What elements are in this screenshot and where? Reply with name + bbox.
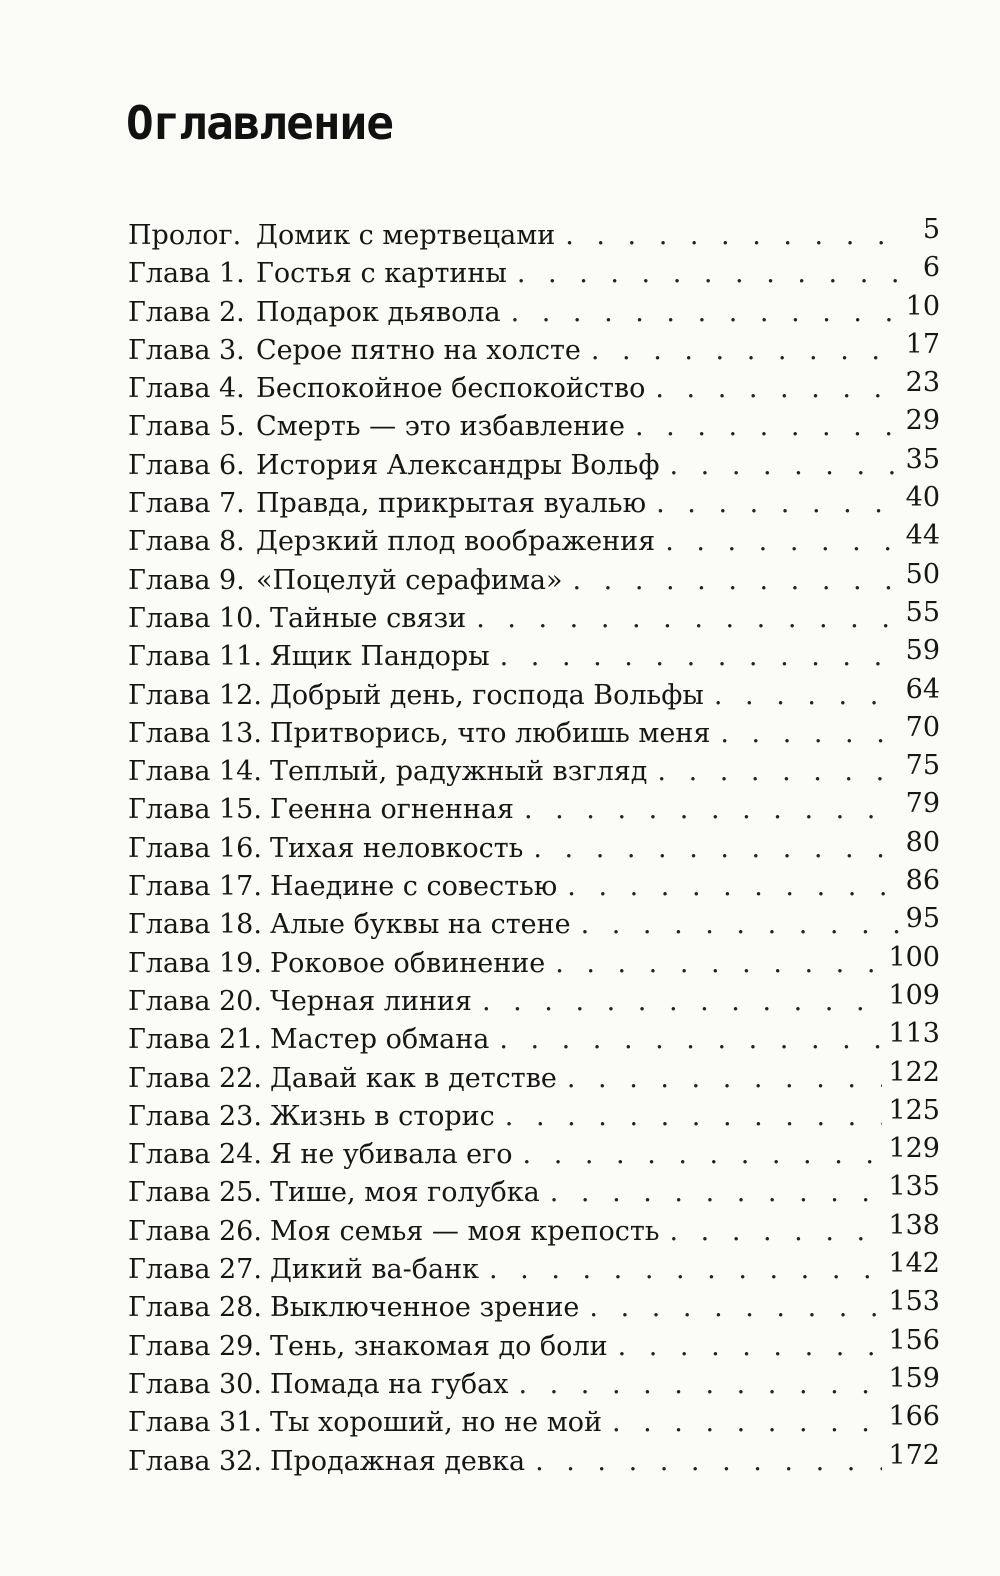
page-number: 59 [905,635,940,667]
chapter-title: Домик с мертвецами [256,220,556,251]
page-number: 153 [888,1286,940,1318]
chapter-title: Выключенное зрение [269,1292,580,1324]
chapter-label: Глава 4. [128,373,245,405]
chapter-title: Тихая неловкость [269,832,524,864]
dot-leader [656,488,900,519]
chapter-label: Глава 24. [128,1139,262,1171]
page-number: 10 [905,290,940,322]
page-number: 135 [888,1171,940,1203]
page-number: 79 [905,788,940,820]
chapter-title: Наедине с совестью [269,871,558,903]
toc-entry[interactable] [128,979,940,1024]
toc-entry[interactable] [128,826,940,871]
page-number: 113 [888,1018,940,1050]
page-number: 138 [888,1209,940,1241]
dot-leader [591,335,900,366]
page-number: 5 [922,214,940,245]
page-number: 100 [888,941,940,973]
toc-entry[interactable] [128,1094,940,1139]
dot-leader [581,909,900,940]
page-number: 109 [888,979,940,1011]
toc-entry[interactable] [128,328,940,373]
toc-entry[interactable] [128,903,940,947]
dot-leader [555,948,882,979]
dot-leader [482,986,882,1017]
page-number: 6 [922,252,940,284]
dot-leader [665,526,899,557]
toc-entry[interactable] [128,673,940,718]
toc-entry[interactable] [128,865,940,909]
chapter-title: Мастер обмана [269,1024,490,1056]
page-number: 64 [905,673,940,705]
dot-leader [517,258,904,289]
chapter-label: Глава 30. [128,1368,262,1400]
chapter-label: Глава 19. [128,947,262,979]
toc-entry[interactable] [128,596,940,641]
chapter-label: Пролог. [128,220,242,251]
dot-leader [612,1407,882,1438]
toc-entry[interactable] [128,1324,940,1369]
dot-leader [550,1177,883,1208]
chapter-title: Тайные связи [269,602,467,634]
page-number: 159 [888,1362,940,1394]
dot-leader [573,565,900,596]
toc-entry[interactable] [128,1248,940,1292]
toc-entry[interactable] [128,252,940,296]
dot-leader [511,297,900,328]
toc-entry[interactable] [128,1171,940,1215]
chapter-title: Серое пятно на холсте [256,334,581,366]
dot-leader [635,411,900,442]
page-number: 70 [905,711,940,743]
toc-list [128,214,940,1484]
chapter-label: Глава 25. [128,1177,262,1209]
chapter-label: Глава 22. [128,1062,262,1094]
chapter-title: Добрый день, господа Вольфы [269,679,704,711]
dot-leader [565,220,904,251]
page-number: 17 [905,328,940,360]
chapter-title: Подарок дьявола [256,296,501,328]
page-number: 29 [905,405,940,437]
chapter-label: Глава 12. [128,679,262,711]
chapter-label: Глава 17. [128,871,262,903]
toc-entry[interactable] [128,367,940,411]
toc-entry[interactable] [128,750,940,794]
toc-entry[interactable] [128,941,940,986]
toc-entry[interactable] [128,290,940,335]
toc-entry[interactable] [128,405,940,449]
dot-leader [523,1139,883,1170]
chapter-title: Тише, моя голубка [269,1177,540,1209]
chapter-title: Ящик Пандоры [269,641,490,673]
chapter-title: Давай как в детстве [269,1062,557,1094]
toc-entry[interactable] [128,520,940,564]
chapter-title: Смерть — это избавление [256,411,625,443]
page-number: 35 [905,443,940,475]
chapter-label: Глава 3. [128,334,245,366]
dot-leader [489,1254,882,1285]
toc-entry[interactable] [128,1018,940,1062]
chapter-label: Глава 32. [128,1445,262,1477]
chapter-title: Алые буквы на стене [269,909,571,941]
chapter-title: Геенна огненная [269,794,514,826]
chapter-label: Глава 16. [128,832,262,864]
chapter-title: Черная линия [269,985,472,1017]
chapter-label: Глава 18. [128,909,262,941]
chapter-title: Роковое обвинение [269,947,546,979]
chapter-title: Ты хороший, но не мой [269,1407,602,1439]
dot-leader [524,794,900,825]
chapter-title: Тень, знакомая до боли [269,1330,608,1362]
page-number: 166 [888,1401,940,1433]
chapter-label: Глава 6. [128,449,245,481]
page-number: 95 [905,903,940,935]
chapter-label: Глава 21. [128,1024,262,1056]
chapter-title: Дикий ва-банк [269,1254,479,1286]
page-number: 50 [905,558,940,590]
page-number: 86 [905,865,940,897]
dot-leader [589,1292,882,1323]
page-number: 156 [888,1324,940,1356]
chapter-title: Гостья с картины [256,258,507,290]
toc-entry[interactable] [128,1056,940,1101]
chapter-title: Я не убивала его [269,1139,513,1171]
dot-leader [670,1216,883,1247]
dot-leader [567,1063,883,1094]
dot-leader [655,373,899,404]
chapter-label: Глава 23. [128,1100,262,1132]
chapter-label: Глава 8. [128,526,245,558]
dot-leader [499,1024,882,1055]
toc-entry[interactable] [128,711,940,756]
toc-entry[interactable] [128,1209,940,1254]
chapter-title: Правда, прикрытая вуалью [256,488,647,520]
chapter-title: Беспокойное беспокойство [256,373,646,405]
dot-leader [505,1101,883,1132]
toc-entry[interactable] [128,788,940,832]
dot-leader [657,756,899,787]
toc-entry[interactable] [128,1439,940,1484]
chapter-label: Глава 1. [128,258,245,290]
chapter-label: Глава 7. [128,488,245,520]
toc-entry[interactable] [128,443,940,488]
chapter-label: Глава 13. [128,717,262,749]
page-number: 172 [888,1439,940,1471]
page-number: 142 [888,1248,940,1280]
page-number: 55 [905,596,940,628]
dot-leader [535,1446,882,1477]
page-number: 44 [905,520,940,552]
chapter-label: Глава 27. [128,1254,262,1286]
page-number: 80 [905,826,940,858]
dot-leader [518,1369,882,1400]
toc-entry[interactable] [128,1362,940,1407]
chapter-label: Глава 28. [128,1292,262,1324]
page-number: 75 [905,750,940,782]
dot-leader [714,680,900,711]
toc-entry[interactable] [128,635,940,679]
chapter-label: Глава 5. [128,411,245,443]
chapter-label: Глава 15. [128,794,262,826]
chapter-title: Теплый, радужный взгляд [269,756,648,788]
toc-entry[interactable] [128,558,940,603]
dot-leader [669,450,899,481]
page-number: 125 [888,1094,940,1126]
toc-entry[interactable] [128,1401,940,1445]
chapter-label: Глава 2. [128,296,245,328]
chapter-title: Жизнь в сторис [269,1100,495,1132]
dot-leader [567,871,899,902]
dot-leader [500,641,900,672]
chapter-label: Глава 20. [128,985,262,1017]
dot-leader [476,603,899,634]
dot-leader [720,718,899,749]
page-number: 122 [888,1056,940,1088]
page-number: 23 [905,367,940,399]
chapter-title: Дерзкий плод воображения [256,526,656,558]
dot-leader [618,1331,883,1362]
toc-entry[interactable] [128,482,940,526]
page-title: Оглавление [126,96,393,150]
page-number: 129 [888,1133,940,1165]
chapter-title: Помада на губах [269,1368,509,1400]
chapter-title: История Александры Вольф [256,449,660,481]
chapter-title: Моя семья — моя крепость [269,1215,660,1247]
chapter-label: Глава 31. [128,1407,262,1439]
toc-entry[interactable] [128,1286,940,1330]
chapter-label: Глава 9. [128,564,245,596]
chapter-title: Притворись, что любишь меня [269,717,711,749]
chapter-label: Глава 10. [128,602,262,634]
chapter-title: Продажная девка [269,1445,526,1477]
chapter-title: «Поцелуй серафима» [256,564,563,596]
page-number: 40 [905,482,940,514]
toc-entry[interactable] [128,1133,940,1177]
chapter-label: Глава 29. [128,1330,262,1362]
toc-entry[interactable] [128,214,940,258]
chapter-label: Глава 11. [128,641,262,673]
chapter-label: Глава 26. [128,1215,262,1247]
chapter-label: Глава 14. [128,756,262,788]
dot-leader [533,833,899,864]
